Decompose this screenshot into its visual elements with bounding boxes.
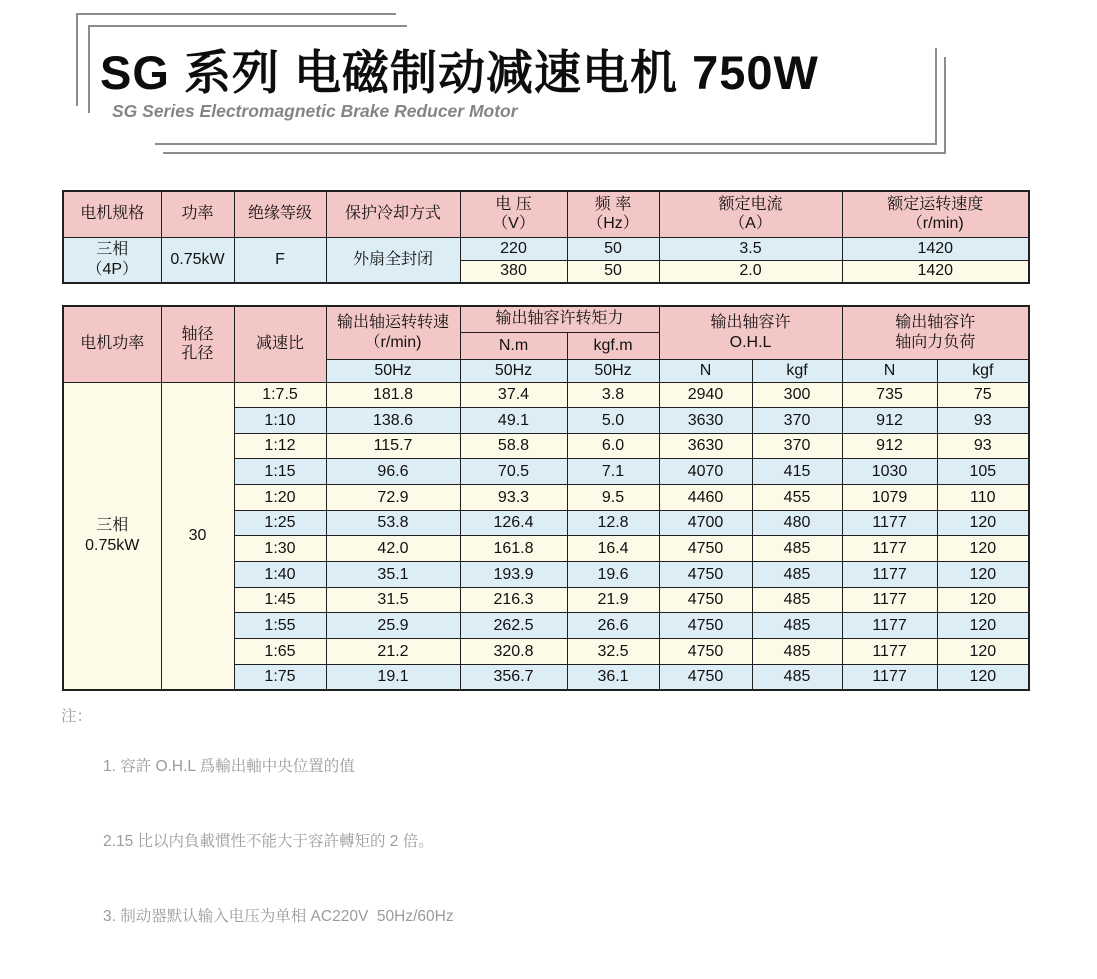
table-cell: 19.1 — [326, 664, 460, 690]
table-cell: 1177 — [842, 562, 937, 588]
table-cell: 6.0 — [567, 433, 659, 459]
table-cell: 4750 — [659, 664, 752, 690]
table-cell: 3630 — [659, 433, 752, 459]
table-cell: 120 — [937, 510, 1029, 536]
footnote-2: 2.15 比以内負載慣性不能大于容許轉矩的 2 倍。 — [103, 833, 434, 850]
table-cell: 3.8 — [567, 382, 659, 408]
table-cell: 1079 — [842, 485, 937, 511]
table-row — [63, 237, 1029, 260]
table-cell: 110 — [937, 485, 1029, 511]
table-cell: 16.4 — [567, 536, 659, 562]
table-cell: 912 — [842, 433, 937, 459]
table-row — [63, 382, 1029, 408]
table-cell: 320.8 — [460, 639, 567, 665]
motor-power-cell: 三相 0.75kW — [63, 382, 161, 690]
table-cell: 1177 — [842, 536, 937, 562]
table-cell: 356.7 — [460, 664, 567, 690]
subheader-ohl-kgf: kgf — [752, 359, 842, 382]
table-cell: 4750 — [659, 536, 752, 562]
table-cell: 26.6 — [567, 613, 659, 639]
table-cell: 105 — [937, 459, 1029, 485]
table-cell: 216.3 — [460, 587, 567, 613]
table-cell: 21.2 — [326, 639, 460, 665]
subheader-axial-kgf: kgf — [937, 359, 1029, 382]
header-reduction-ratio: 减速比 — [234, 306, 326, 382]
header-allowable-torque: 输出轴容许转矩力 — [460, 306, 659, 332]
table-cell: 4750 — [659, 587, 752, 613]
table-cell: 4750 — [659, 562, 752, 588]
table-cell: 1420 — [842, 260, 1029, 283]
table-cell: 120 — [937, 664, 1029, 690]
table-cell: 50 — [567, 260, 659, 283]
table-cell: 4700 — [659, 510, 752, 536]
motor-type-cell: 三相 （4P） — [63, 237, 161, 283]
table-cell: 32.5 — [567, 639, 659, 665]
table-cell: 3.5 — [659, 237, 842, 260]
table-cell: 42.0 — [326, 536, 460, 562]
table-cell: 2940 — [659, 382, 752, 408]
table-cell: 9.5 — [567, 485, 659, 511]
table-cell: 1:65 — [234, 639, 326, 665]
footnotes — [61, 704, 454, 979]
table-cell: 4750 — [659, 613, 752, 639]
table-cell: 4750 — [659, 639, 752, 665]
subheader-axial-n: N — [842, 359, 937, 382]
header-torque-kgfm: kgf.m — [567, 332, 659, 359]
performance-body — [63, 382, 1029, 690]
table-cell: 1:15 — [234, 459, 326, 485]
subheader-nm-50hz: 50Hz — [460, 359, 567, 382]
table-cell: 181.8 — [326, 382, 460, 408]
header-torque-nm: N.m — [460, 332, 567, 359]
header-output-speed: 输出轴运转转速 （r/min) — [326, 306, 460, 359]
subheader-kgfm-50hz: 50Hz — [567, 359, 659, 382]
table-cell: 5.0 — [567, 408, 659, 434]
table-cell: 1:20 — [234, 485, 326, 511]
table-cell: 120 — [937, 639, 1029, 665]
table-cell: 21.9 — [567, 587, 659, 613]
table-cell: 4070 — [659, 459, 752, 485]
table-cell: 380 — [460, 260, 567, 283]
table-cell: 3630 — [659, 408, 752, 434]
motor-spec-header — [63, 191, 1029, 237]
table-cell: 120 — [937, 562, 1029, 588]
header-motor-model: 电机规格 — [63, 191, 161, 237]
table-cell: 120 — [937, 587, 1029, 613]
table-cell: 193.9 — [460, 562, 567, 588]
table-cell: 93 — [937, 433, 1029, 459]
table-cell: 96.6 — [326, 459, 460, 485]
header-voltage: 电 压 （V） — [460, 191, 567, 237]
header-rated-current: 额定电流 （A） — [659, 191, 842, 237]
table-cell: 1:45 — [234, 587, 326, 613]
header-motor-power: 电机功率 — [63, 306, 161, 382]
table-cell: 1177 — [842, 664, 937, 690]
table-cell: 1:25 — [234, 510, 326, 536]
cooling-cell: 外扇全封闭 — [326, 237, 460, 283]
footnotes-items — [103, 704, 454, 979]
table-cell: 120 — [937, 536, 1029, 562]
table-cell: 37.4 — [460, 382, 567, 408]
table-cell: 220 — [460, 237, 567, 260]
motor-spec-table — [62, 190, 1030, 284]
table-cell: 49.1 — [460, 408, 567, 434]
table-cell: 370 — [752, 408, 842, 434]
subheader-ohl-n: N — [659, 359, 752, 382]
table-cell: 1:7.5 — [234, 382, 326, 408]
table-cell: 1:55 — [234, 613, 326, 639]
header-power: 功率 — [161, 191, 234, 237]
table-cell: 31.5 — [326, 587, 460, 613]
table-cell: 58.8 — [460, 433, 567, 459]
table-cell: 1:40 — [234, 562, 326, 588]
table-cell: 35.1 — [326, 562, 460, 588]
footnote-1: 1. 容許 O.H.L 爲輸出軸中央位置的值 — [103, 758, 355, 775]
table-cell: 1177 — [842, 510, 937, 536]
table-cell: 485 — [752, 664, 842, 690]
table-cell: 1177 — [842, 639, 937, 665]
table-cell: 370 — [752, 433, 842, 459]
table-cell: 1030 — [842, 459, 937, 485]
table-cell: 72.9 — [326, 485, 460, 511]
motor-spec-body — [63, 237, 1029, 283]
header-shaft-bore: 轴径 孔径 — [161, 306, 234, 382]
table-cell: 115.7 — [326, 433, 460, 459]
table-cell: 300 — [752, 382, 842, 408]
table-cell: 912 — [842, 408, 937, 434]
table-cell: 93.3 — [460, 485, 567, 511]
table-cell: 12.8 — [567, 510, 659, 536]
table-cell: 36.1 — [567, 664, 659, 690]
table-cell: 25.9 — [326, 613, 460, 639]
table-cell: 485 — [752, 587, 842, 613]
table-cell: 485 — [752, 613, 842, 639]
table-cell: 480 — [752, 510, 842, 536]
table-cell: 1420 — [842, 237, 1029, 260]
table-cell: 735 — [842, 382, 937, 408]
shaft-value-cell: 30 — [161, 382, 234, 690]
table-cell: 262.5 — [460, 613, 567, 639]
table-cell: 2.0 — [659, 260, 842, 283]
insulation-cell: F — [234, 237, 326, 283]
table-cell: 1177 — [842, 613, 937, 639]
power-cell: 0.75kW — [161, 237, 234, 283]
table-cell: 455 — [752, 485, 842, 511]
table-cell: 138.6 — [326, 408, 460, 434]
table-cell: 4460 — [659, 485, 752, 511]
table-cell: 75 — [937, 382, 1029, 408]
table-cell: 53.8 — [326, 510, 460, 536]
table-cell: 485 — [752, 639, 842, 665]
performance-header — [63, 306, 1029, 382]
page-title: SG 系列 电磁制动减速电机 750W — [100, 46, 819, 99]
table-cell: 1:12 — [234, 433, 326, 459]
table-cell: 485 — [752, 562, 842, 588]
header-rated-speed: 额定运转速度 （r/min) — [842, 191, 1029, 237]
table-cell: 1:30 — [234, 536, 326, 562]
header-allowable-axial-load: 输出轴容许 轴向力负荷 — [842, 306, 1029, 359]
header-insulation: 绝缘等级 — [234, 191, 326, 237]
subheader-speed-50hz: 50Hz — [326, 359, 460, 382]
table-cell: 50 — [567, 237, 659, 260]
table-cell: 120 — [937, 613, 1029, 639]
performance-table — [62, 305, 1030, 691]
table-cell: 93 — [937, 408, 1029, 434]
header-frequency: 频 率 （Hz） — [567, 191, 659, 237]
footnotes-label: 注： — [61, 708, 93, 725]
table-cell: 415 — [752, 459, 842, 485]
table-cell: 1:75 — [234, 664, 326, 690]
table-cell: 70.5 — [460, 459, 567, 485]
footnote-3: 3. 制动器默认输入电压为单相 AC220V 50Hz/60Hz — [103, 908, 454, 925]
header-cooling: 保护冷却方式 — [326, 191, 460, 237]
table-cell: 126.4 — [460, 510, 567, 536]
table-cell: 19.6 — [567, 562, 659, 588]
page-subtitle: SG Series Electromagnetic Brake Reducer Motor — [112, 101, 518, 121]
header-allowable-ohl: 输出轴容许 O.H.L — [659, 306, 842, 359]
table-cell: 485 — [752, 536, 842, 562]
table-cell: 7.1 — [567, 459, 659, 485]
table-cell: 1177 — [842, 587, 937, 613]
table-cell: 1:10 — [234, 408, 326, 434]
table-cell: 161.8 — [460, 536, 567, 562]
